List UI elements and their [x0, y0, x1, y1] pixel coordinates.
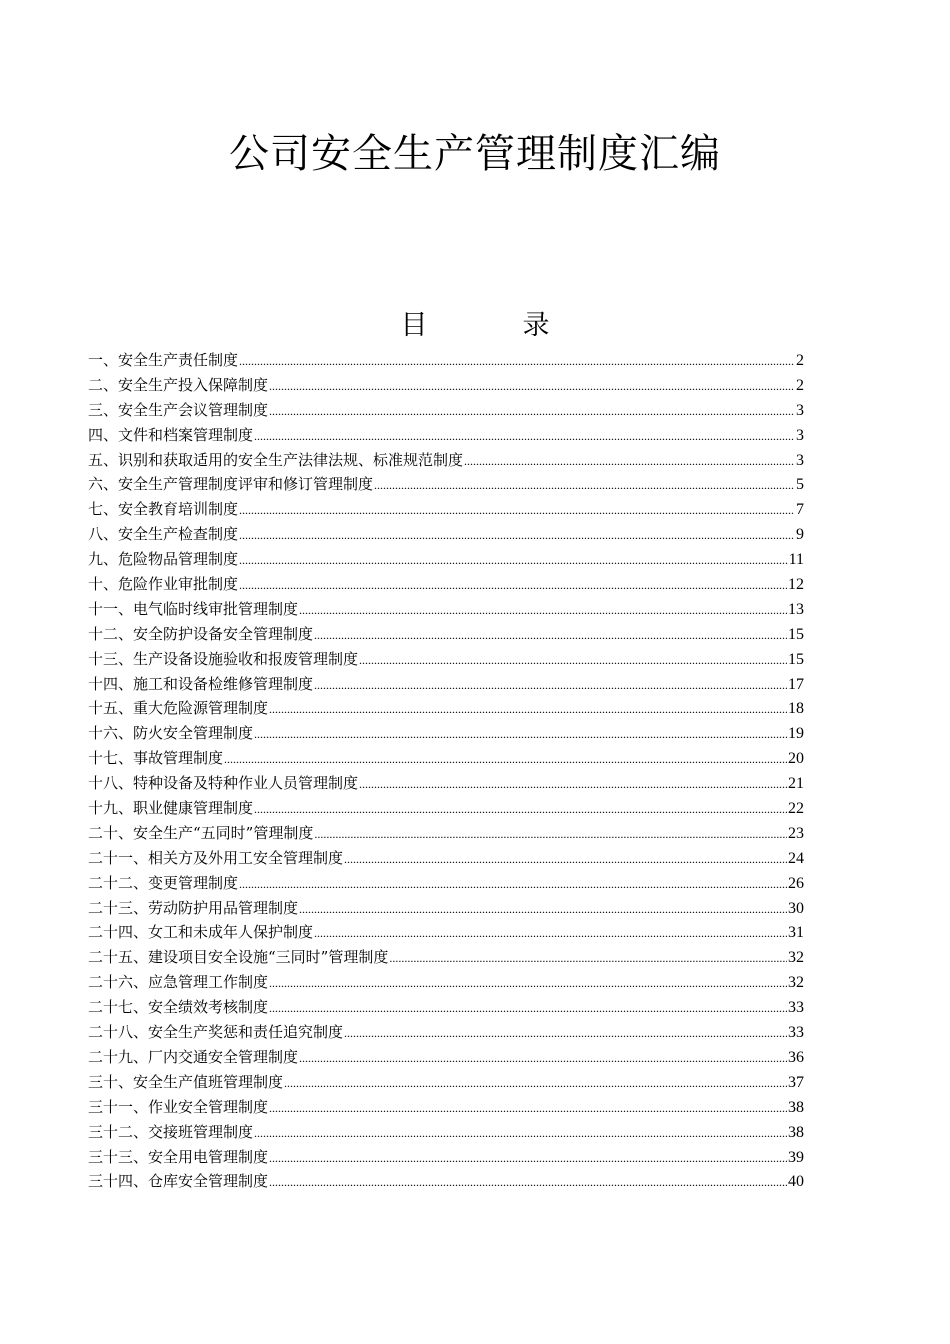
toc-dot-leader: [239, 523, 794, 548]
toc-entry-page-number: 3: [796, 426, 804, 444]
toc-dot-leader: [269, 996, 787, 1021]
toc-entry-page-number: 31: [788, 924, 804, 942]
toc-entry-label: 二十二、变更管理制度: [88, 873, 239, 892]
toc-entry[interactable]: [88, 423, 804, 448]
toc-entry[interactable]: [88, 572, 804, 597]
document-title: 公司安全生产管理制度汇编: [229, 131, 721, 177]
toc-dot-leader: [374, 473, 794, 498]
toc-entry-label: 十六、防火安全管理制度: [88, 724, 254, 743]
toc-dot-leader: [254, 1121, 787, 1146]
toc-entry[interactable]: [88, 896, 804, 921]
toc-entry-label: 二十六、应急管理工作制度: [88, 973, 269, 992]
toc-entry[interactable]: [88, 1120, 804, 1145]
toc-entry-label: 九、危险物品管理制度: [88, 550, 239, 569]
toc-entry-label: 十三、生产设备设施验收和报废管理制度: [88, 649, 359, 668]
toc-entry-label: 七、安全教育培训制度: [88, 500, 239, 519]
toc-entry-label: 三、安全生产会议管理制度: [88, 400, 269, 419]
toc-entry[interactable]: [88, 522, 804, 547]
toc-dot-leader: [359, 772, 787, 797]
toc-entry-label: 六、安全生产管理制度评审和修订管理制度: [88, 475, 374, 494]
toc-entry[interactable]: [88, 1145, 804, 1170]
toc-entry-label: 二十三、劳动防护用品管理制度: [88, 898, 299, 917]
toc-entry-label: 二十、安全生产“五同时”管理制度: [88, 823, 314, 842]
toc-dot-leader: [314, 673, 787, 698]
toc-entry-page-number: 33: [788, 1024, 804, 1042]
toc-entry-page-number: 22: [788, 800, 804, 818]
toc-dot-leader: [254, 424, 794, 449]
toc-entry-label: 二十八、安全生产奖惩和责任追究制度: [88, 1023, 344, 1042]
toc-entry[interactable]: [88, 1045, 804, 1070]
toc-dot-leader: [269, 971, 787, 996]
toc-entry-page-number: 2: [796, 376, 804, 394]
toc-entry-page-number: 37: [788, 1073, 804, 1091]
toc-entry-label: 二、安全生产投入保障制度: [88, 375, 269, 394]
toc-entry-page-number: 38: [788, 1123, 804, 1141]
toc-entry[interactable]: [88, 497, 804, 522]
toc-entry-page-number: 3: [796, 451, 804, 469]
toc-entry-page-number: 2: [796, 352, 804, 369]
toc-dot-leader: [284, 1071, 787, 1096]
toc-dot-leader: [239, 573, 787, 598]
toc-entry-label: 二十一、相关方及外用工安全管理制度: [88, 848, 344, 867]
toc-entry-label: 十九、职业健康管理制度: [88, 799, 254, 818]
toc-entry[interactable]: [88, 547, 804, 572]
toc-entry-label: 十、危险作业审批制度: [88, 575, 239, 594]
toc-dot-leader: [269, 374, 794, 399]
toc-dot-leader: [299, 598, 787, 623]
table-of-contents: [88, 348, 804, 1194]
toc-entry-page-number: 21: [788, 775, 804, 793]
toc-entry-page-number: 3: [796, 401, 804, 419]
toc-entry[interactable]: [88, 746, 804, 771]
toc-entry[interactable]: [88, 647, 804, 672]
toc-entry[interactable]: [88, 472, 804, 497]
toc-entry-page-number: 33: [788, 999, 804, 1017]
toc-entry-label: 三十、安全生产值班管理制度: [88, 1072, 284, 1091]
toc-entry[interactable]: [88, 920, 804, 945]
toc-entry-label: 一、安全生产责任制度: [88, 351, 239, 369]
toc-dot-leader: [344, 847, 787, 872]
toc-entry-label: 十二、安全防护设备安全管理制度: [88, 624, 314, 643]
toc-entry-page-number: 36: [788, 1048, 804, 1066]
toc-entry-page-number: 20: [788, 750, 804, 768]
toc-dot-leader: [464, 449, 794, 474]
toc-entry-page-number: 11: [788, 551, 804, 569]
toc-entry-page-number: 15: [788, 625, 804, 643]
toc-entry-label: 十五、重大危险源管理制度: [88, 699, 269, 718]
toc-entry-page-number: 18: [788, 700, 804, 718]
toc-entry-page-number: 32: [788, 949, 804, 967]
toc-entry-page-number: 40: [788, 1173, 804, 1191]
toc-entry-label: 十八、特种设备及特种作业人员管理制度: [88, 774, 359, 793]
toc-entry-label: 二十七、安全绩效考核制度: [88, 998, 269, 1017]
toc-entry[interactable]: [88, 721, 804, 746]
toc-dot-leader: [314, 921, 787, 946]
toc-entry[interactable]: [88, 871, 804, 896]
toc-heading: [0, 308, 950, 344]
toc-entry[interactable]: [88, 448, 804, 473]
toc-entry[interactable]: [88, 622, 804, 647]
toc-entry[interactable]: [88, 1020, 804, 1045]
toc-entry[interactable]: [88, 672, 804, 697]
toc-entry-label: 二十九、厂内交通安全管理制度: [88, 1047, 299, 1066]
toc-entry-label: 二十四、女工和未成年人保护制度: [88, 923, 314, 942]
toc-entry[interactable]: [88, 696, 804, 721]
toc-dot-leader: [269, 1170, 787, 1195]
toc-entry[interactable]: [88, 1095, 804, 1120]
toc-entry[interactable]: [88, 771, 804, 796]
toc-dot-leader: [269, 697, 787, 722]
toc-dot-leader: [269, 1096, 787, 1121]
toc-entry[interactable]: [88, 995, 804, 1020]
toc-entry-label: 三十一、作业安全管理制度: [88, 1097, 269, 1116]
toc-dot-leader: [224, 747, 787, 772]
toc-entry[interactable]: [88, 846, 804, 871]
toc-entry[interactable]: [88, 821, 804, 846]
toc-entry-page-number: 38: [788, 1098, 804, 1116]
toc-dot-leader: [299, 897, 787, 922]
toc-dot-leader: [239, 872, 787, 897]
toc-entry-page-number: 12: [788, 576, 804, 594]
toc-entry-page-number: 15: [788, 650, 804, 668]
toc-entry-page-number: 19: [788, 725, 804, 743]
toc-dot-leader: [239, 498, 794, 523]
toc-dot-leader: [314, 822, 787, 847]
toc-entry-label: 十四、施工和设备检维修管理制度: [88, 674, 314, 693]
toc-entry-page-number: 13: [788, 600, 804, 618]
toc-entry-label: 三十二、交接班管理制度: [88, 1122, 254, 1141]
toc-heading-right: 录: [522, 310, 550, 341]
toc-dot-leader: [344, 1021, 787, 1046]
toc-entry[interactable]: [88, 970, 804, 995]
toc-entry-label: 五、识别和获取适用的安全生产法律法规、标准规范制度: [88, 450, 464, 469]
toc-entry-label: 二十五、建设项目安全设施“三同时”管理制度: [88, 948, 389, 967]
toc-entry[interactable]: [88, 398, 804, 423]
toc-heading-left: 目: [400, 310, 428, 341]
toc-entry[interactable]: [88, 796, 804, 821]
toc-dot-leader: [254, 722, 787, 747]
toc-dot-leader: [269, 1146, 787, 1171]
toc-entry-page-number: 32: [788, 974, 804, 992]
toc-entry-label: 十七、事故管理制度: [88, 749, 224, 768]
toc-entry-label: 八、安全生产检查制度: [88, 525, 239, 544]
toc-dot-leader: [359, 648, 787, 673]
toc-entry-page-number: 5: [796, 476, 804, 494]
toc-entry-page-number: 26: [788, 874, 804, 892]
toc-entry-label: 三十四、仓库安全管理制度: [88, 1172, 269, 1191]
toc-entry-page-number: 9: [796, 526, 804, 544]
toc-entry-label: 四、文件和档案管理制度: [88, 425, 254, 444]
toc-entry-label: 三十三、安全用电管理制度: [88, 1147, 269, 1166]
toc-entry-page-number: 17: [788, 675, 804, 693]
toc-entry-page-number: 39: [788, 1148, 804, 1166]
toc-entry[interactable]: [88, 348, 804, 373]
toc-entry-page-number: 23: [788, 824, 804, 842]
toc-dot-leader: [269, 399, 794, 424]
toc-dot-leader: [389, 946, 787, 971]
toc-entry-page-number: 7: [796, 501, 804, 519]
toc-entry[interactable]: [88, 1169, 804, 1194]
toc-entry[interactable]: [88, 597, 804, 622]
toc-dot-leader: [239, 548, 788, 573]
toc-entry-label: 十一、电气临时线审批管理制度: [88, 599, 299, 618]
toc-entry[interactable]: [88, 373, 804, 398]
toc-entry-page-number: 24: [788, 849, 804, 867]
toc-dot-leader: [254, 797, 787, 822]
toc-dot-leader: [239, 349, 794, 374]
toc-entry-page-number: 30: [788, 899, 804, 917]
toc-dot-leader: [299, 1046, 787, 1071]
toc-entry[interactable]: [88, 1070, 804, 1095]
toc-dot-leader: [314, 623, 787, 648]
toc-entry[interactable]: [88, 945, 804, 970]
